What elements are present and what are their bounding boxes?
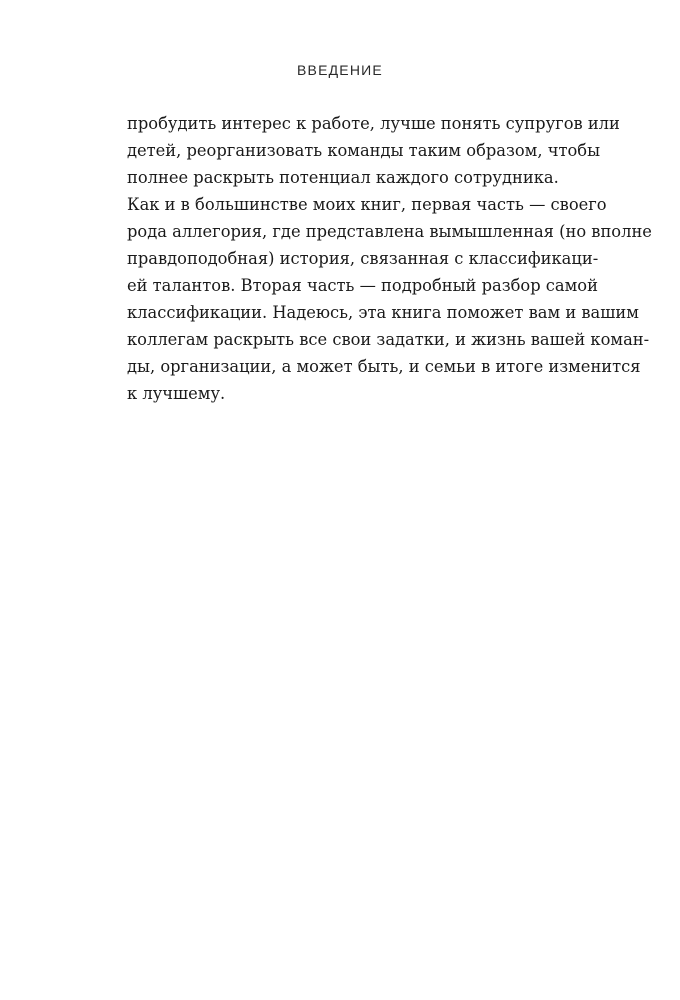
paragraph-1 [127,110,620,191]
text-line: ей талантов. Вторая часть — подробный разбор самой [127,276,598,295]
text-line [127,191,607,218]
body-text [127,110,652,407]
paragraph-2 [127,191,652,407]
text-line: рода аллегория, где представлена вымышленная (но вполне [127,222,652,241]
running-header: ВВЕДЕНИЕ [297,62,383,78]
text-line-content: Как и в большинстве моих книг, первая часть — своего [127,195,607,214]
text-line: ды, организации, а может быть, и семьи в итоге изменится [127,357,641,376]
text-line: правдоподобная) история, связанная с классификаци- [127,249,599,268]
text-line: классификации. Надеюсь, эта книга поможет вам и вашим [127,303,639,322]
text-line: детей, реорганизовать команды таким образом, чтобы [127,141,601,160]
text-line: пробудить интерес к работе, лучше понять супругов или [127,114,620,133]
text-line: полнее раскрыть потенциал каждого сотрудника. [127,168,559,187]
text-line: коллегам раскрыть все свои задатки, и жизнь вашей коман- [127,330,650,349]
text-line: к лучшему. [127,384,226,403]
